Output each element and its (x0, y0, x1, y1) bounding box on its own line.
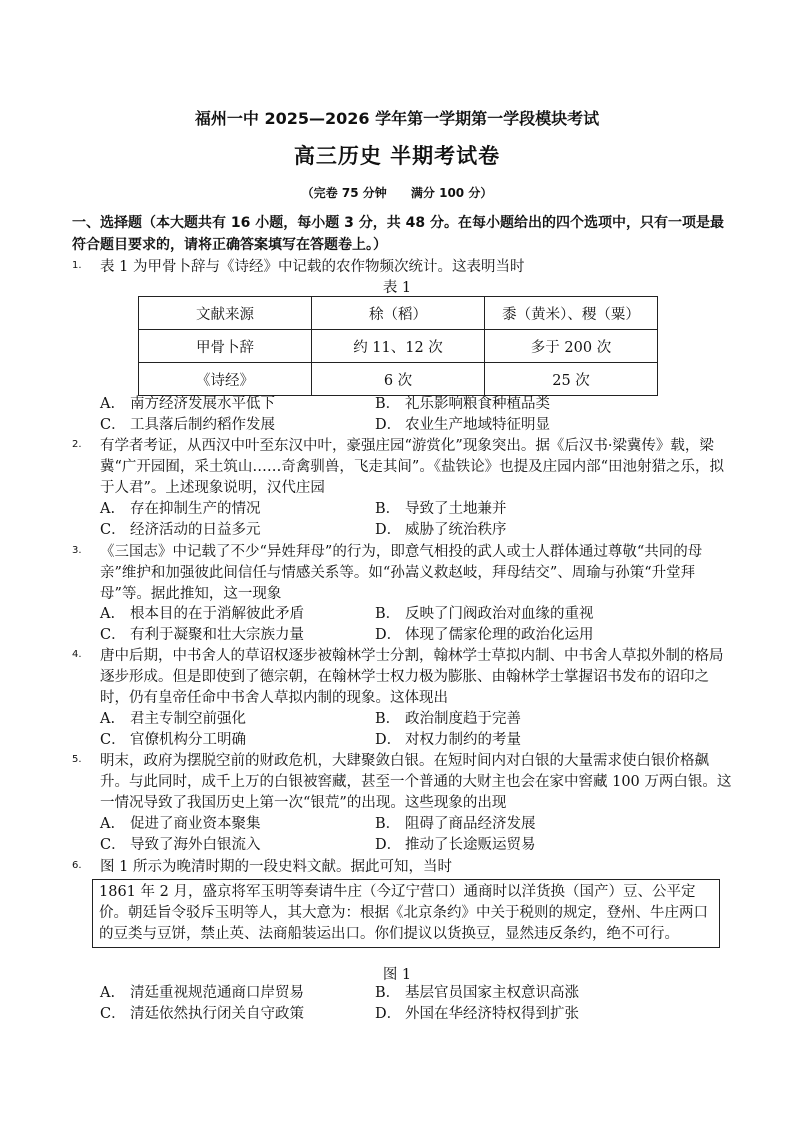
section-heading: 一、选择题（本大题共有 16 小题，每小题 3 分，共 48 分。在每小题给出的四个选项中，只有一项是最符合题目要求的，请将正确答案填写在答题卷上。） (72, 215, 724, 253)
page-title: 高三历史 半期考试卷 (293, 143, 501, 168)
figure-caption: 图 1 (382, 967, 412, 983)
option-c[interactable]: C． 清廷依然执行闭关自守政策 (100, 1006, 304, 1022)
question-number: 3. (72, 545, 82, 556)
option-d[interactable]: D． 对权力制约的考量 (375, 732, 521, 748)
table-caption: 表 1 (382, 280, 412, 296)
question-number: 1. (72, 260, 82, 271)
question-stem: 有学者考证，从西汉中叶至东汉中叶，豪强庄园“游赏化”现象突出。据《后汉书·梁冀传》载，梁冀“广开园囿，采土筑山……奇禽驯兽，飞走其间”。《盐铁论》也提及庄园内部“田池射猎之乐，拟于人君”。上述现象说明，汉代庄园 (100, 438, 724, 496)
time-note: （完卷 75 分钟 (301, 186, 387, 200)
school-exam-line: 福州一中 2025—2026 学年第一学期第一学段模块考试 (194, 109, 600, 128)
table-row (139, 330, 658, 363)
table-cell: 《诗经》 (139, 363, 312, 396)
score-note: 满分 100 分） (410, 186, 493, 200)
question-1 (72, 257, 732, 278)
option-a[interactable]: A. 存在抑制生产的情况 (100, 501, 261, 517)
question-3 (72, 542, 732, 605)
option-b[interactable]: B． 政治制度趋于完善 (375, 711, 521, 727)
option-c[interactable]: C． 工具落后制约稻作发展 (100, 417, 275, 433)
option-d[interactable]: D． 推动了长途贩运贸易 (375, 837, 536, 853)
question-number: 6. (72, 860, 82, 871)
crop-frequency-table (138, 296, 658, 396)
question-5 (72, 751, 732, 814)
question-6-options (100, 983, 740, 1025)
question-1-options (100, 394, 740, 436)
question-3-options (100, 604, 740, 646)
table-row (139, 363, 658, 396)
option-c[interactable]: C． 经济活动的日益多元 (100, 522, 261, 538)
option-b[interactable]: B． 礼乐影响粮食种植品类 (375, 396, 550, 412)
option-a[interactable]: A. 促进了商业资本聚集 (100, 816, 261, 832)
option-a[interactable]: A. 南方经济发展水平低下 (100, 396, 275, 412)
question-5-options (100, 814, 740, 856)
table-header-row (139, 297, 658, 330)
question-stem: 明末，政府为摆脱空前的财政危机，大肆聚敛白银。在短时间内对白银的大量需求使白银价格飙升。与此同时，成千上万的白银被窖藏，甚至一个普通的大财主也会在家中窖藏 100 万两白银。这一情况导致了我国历史上第一次“银荒”的出现。这些现象的出现 (100, 753, 732, 811)
option-b[interactable]: B． 导致了土地兼并 (375, 501, 507, 517)
option-b[interactable]: B． 反映了门阀政治对血缘的重视 (375, 606, 594, 622)
table-header-cell: 稌（稻） (312, 297, 485, 330)
question-2-options (100, 499, 740, 541)
question-number: 4. (72, 649, 82, 660)
question-stem: 图 1 所示为晚清时期的一段史料文献。据此可知，当时 (100, 859, 452, 875)
option-b[interactable]: B． 阻碍了商品经济发展 (375, 816, 536, 832)
option-c[interactable]: C． 有利于凝聚和壮大宗族力量 (100, 627, 304, 643)
question-number: 2. (72, 439, 82, 450)
option-d[interactable]: D． 外国在华经济特权得到扩张 (375, 1006, 579, 1022)
table-cell: 25 次 (485, 363, 658, 396)
table-cell: 多于 200 次 (485, 330, 658, 363)
question-6 (72, 857, 732, 878)
option-a[interactable]: A. 君主专制空前强化 (100, 711, 246, 727)
table-header-cell: 黍（黄米）、稷（粟） (485, 297, 658, 330)
question-2 (72, 436, 732, 499)
question-number: 5. (72, 754, 82, 765)
question-4-options (100, 709, 740, 751)
option-a[interactable]: A. 清廷重视规范通商口岸贸易 (100, 985, 304, 1001)
option-c[interactable]: C． 导致了海外白银流入 (100, 837, 261, 853)
question-stem: 《三国志》中记载了不少“异姓拜母”的行为，即意气相投的武人或士人群体通过尊敬“共同的母亲”维护和加强彼此间信任与情感关系等。如“孙嵩义救赵岐，拜母结交”、周瑜与孙策“升堂拜母”等。据此推知，这一现象 (100, 544, 703, 602)
exam-info (0, 184, 794, 201)
table-cell: 甲骨卜辞 (139, 330, 312, 363)
table-header-cell: 文献来源 (139, 297, 312, 330)
option-a[interactable]: A. 根本目的在于消解彼此矛盾 (100, 606, 304, 622)
option-d[interactable]: D． 威胁了统治秩序 (375, 522, 507, 538)
option-d[interactable]: D． 体现了儒家伦理的政治化运用 (375, 627, 594, 643)
historical-document-box: 1861 年 2 月，盛京将军玉明等奏请牛庄（今辽宁营口）通商时以洋货换（国产）豆、公平定价。朝廷旨令驳斥玉明等人，其大意为：根据《北京条约》中关于税则的规定，登州、牛庄两口的豆类与豆饼，禁止英、法商船装运出口。你们提议以货换豆，显然违反条约，绝不可行。 (92, 879, 720, 948)
table-cell: 6 次 (312, 363, 485, 396)
question-stem: 表 1 为甲骨卜辞与《诗经》中记载的农作物频次统计。这表明当时 (100, 259, 525, 275)
question-4 (72, 646, 732, 709)
option-b[interactable]: B． 基层官员国家主权意识高涨 (375, 985, 579, 1001)
question-stem: 唐中后期，中书舍人的草诏权逐步被翰林学士分割，翰林学士草拟内制、中书舍人草拟外制的格局逐步形成。但是即使到了德宗朝，在翰林学士权力极为膨胀、由翰林学士掌握诏书发布的诏印之时，仍有皇帝任命中书舍人草拟内制的现象。这体现出 (100, 648, 724, 706)
table-cell: 约 11、12 次 (312, 330, 485, 363)
option-d[interactable]: D． 农业生产地域特征明显 (375, 417, 550, 433)
option-c[interactable]: C． 官僚机构分工明确 (100, 732, 246, 748)
